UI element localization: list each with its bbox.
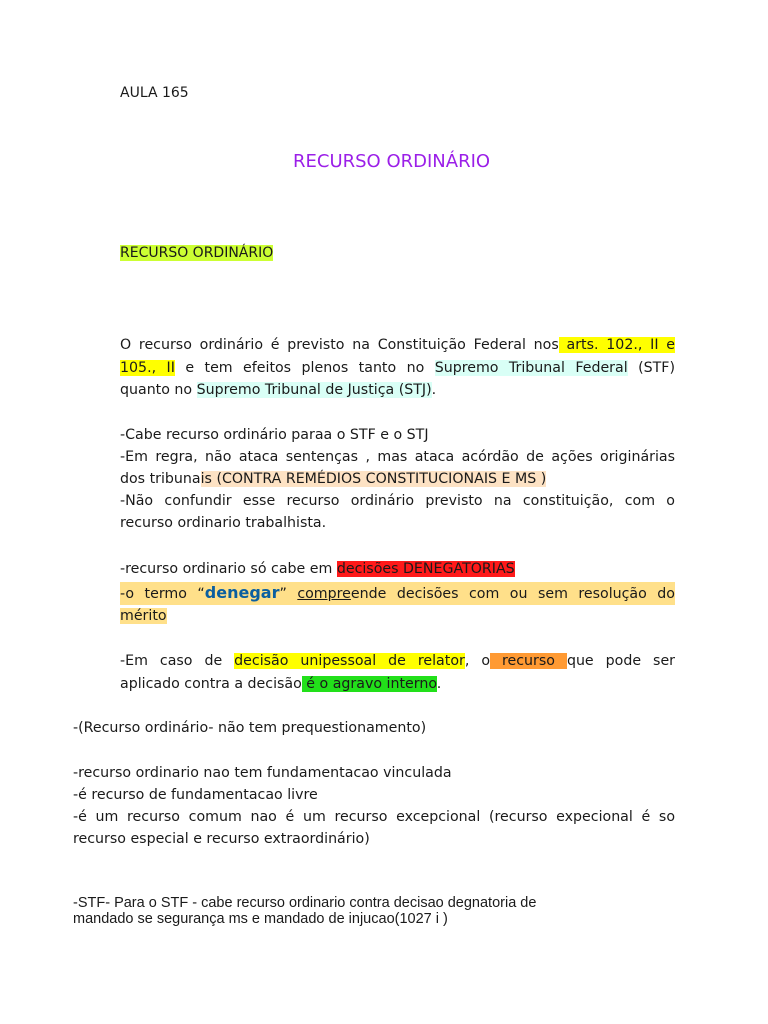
bullet-text: -recurso ordinario só cabe em: [120, 561, 337, 577]
para1-text: .: [431, 382, 437, 398]
bullet-text: ende decisões com ou sem resolução do: [350, 586, 675, 602]
relator-highlight: decisão unipessoal de relator: [234, 653, 465, 669]
footer-line: [73, 911, 448, 927]
note-text: -é recurso de fundamentacao livre: [73, 787, 318, 803]
bullet-text: mérito: [120, 608, 167, 624]
lesson-label: [120, 85, 189, 101]
recurso-highlight: recurso: [490, 653, 567, 669]
bullet-text: que pode ser: [566, 653, 676, 669]
footer-text: mandado se segurança ms e mandado de injucao(1027 i ): [73, 911, 448, 927]
page-title: [293, 151, 490, 172]
bullet-line: [120, 468, 546, 490]
bullet-text: dos tribuna: [120, 471, 201, 487]
note-line: [73, 784, 318, 806]
bullet-text: , o: [464, 653, 491, 669]
page-title-text: RECURSO ORDINÁRIO: [293, 151, 491, 172]
bullet-line: [120, 673, 441, 695]
para1-text: e tem efeitos plenos tanto no: [174, 360, 435, 376]
bullet-text: -Em regra, não ataca sentenças , mas ataca acórdão de ações originárias: [120, 449, 675, 465]
stf-highlight: Supremo Tribunal Federal: [434, 360, 628, 376]
lesson-label-text: AULA 165: [120, 85, 189, 101]
bullet-text: -Não confundir esse recurso ordinário previsto na constituição, com o: [120, 493, 675, 509]
note-line: [73, 762, 452, 784]
bullet-text: .: [436, 676, 442, 692]
remedies-highlight: is (CONTRA REMÉDIOS CONSTITUCIONAIS E MS ): [200, 471, 547, 487]
note-line: [73, 806, 675, 828]
footer-text: -STF- Para o STF - cabe recurso ordinario contra decisao degnatoria de: [73, 895, 537, 911]
bullet-line: [120, 446, 675, 468]
bullet-text: -Cabe recurso ordinário paraa o STF e o STJ: [120, 427, 429, 443]
quote-mark: ”: [279, 586, 287, 602]
bullet-line: [120, 582, 675, 605]
note-text: -(Recurso ordinário- não tem prequestionamento): [73, 720, 427, 736]
para1-line1: [120, 334, 675, 356]
agravo-highlight: é o agravo interno: [301, 676, 437, 692]
bullet-line: [120, 650, 675, 672]
para1-line2: [120, 357, 675, 379]
bullet-line: [120, 490, 675, 512]
bullet-line: [120, 558, 515, 580]
para1-text: quanto no: [120, 382, 197, 398]
note-text: -recurso ordinario nao tem fundamentacao vinculada: [73, 765, 452, 781]
denegatorias-highlight: decisões DENEGATORIAS: [336, 561, 515, 577]
note-line: [73, 828, 370, 850]
underlined-word: compre: [297, 586, 351, 602]
para1-text: O recurso ordinário é previsto na Constituição Federal nos: [120, 337, 559, 353]
bullet-line: [120, 512, 326, 534]
para1-line3: [120, 379, 436, 401]
articles-highlight: arts. 102., II e: [558, 337, 675, 353]
bullet-line: [120, 424, 429, 446]
footer-line: [73, 895, 536, 911]
section-heading: [120, 245, 273, 261]
denegar-term: denegar: [204, 583, 280, 602]
bullet-text: aplicado contra a decisão: [120, 676, 302, 692]
note-text: -é um recurso comum nao é um recurso excepcional (recurso expecional é so: [73, 809, 675, 825]
bullet-text: recurso ordinario trabalhista.: [120, 515, 327, 531]
articles-highlight: 105., II: [120, 360, 175, 376]
section-heading-text: RECURSO ORDINÁRIO: [120, 245, 274, 261]
para1-text: (STF): [627, 360, 675, 376]
bullet-text: -o termo: [120, 586, 198, 602]
note-text: recurso especial e recurso extraordinário): [73, 831, 370, 847]
bullet-text: -Em caso de: [120, 653, 235, 669]
bullet-line: [120, 605, 167, 627]
stj-highlight: Supremo Tribunal de Justiça (STJ): [196, 382, 432, 398]
quote-mark: “: [197, 586, 205, 602]
bullet-text: [287, 586, 298, 602]
note-line: [73, 717, 426, 739]
